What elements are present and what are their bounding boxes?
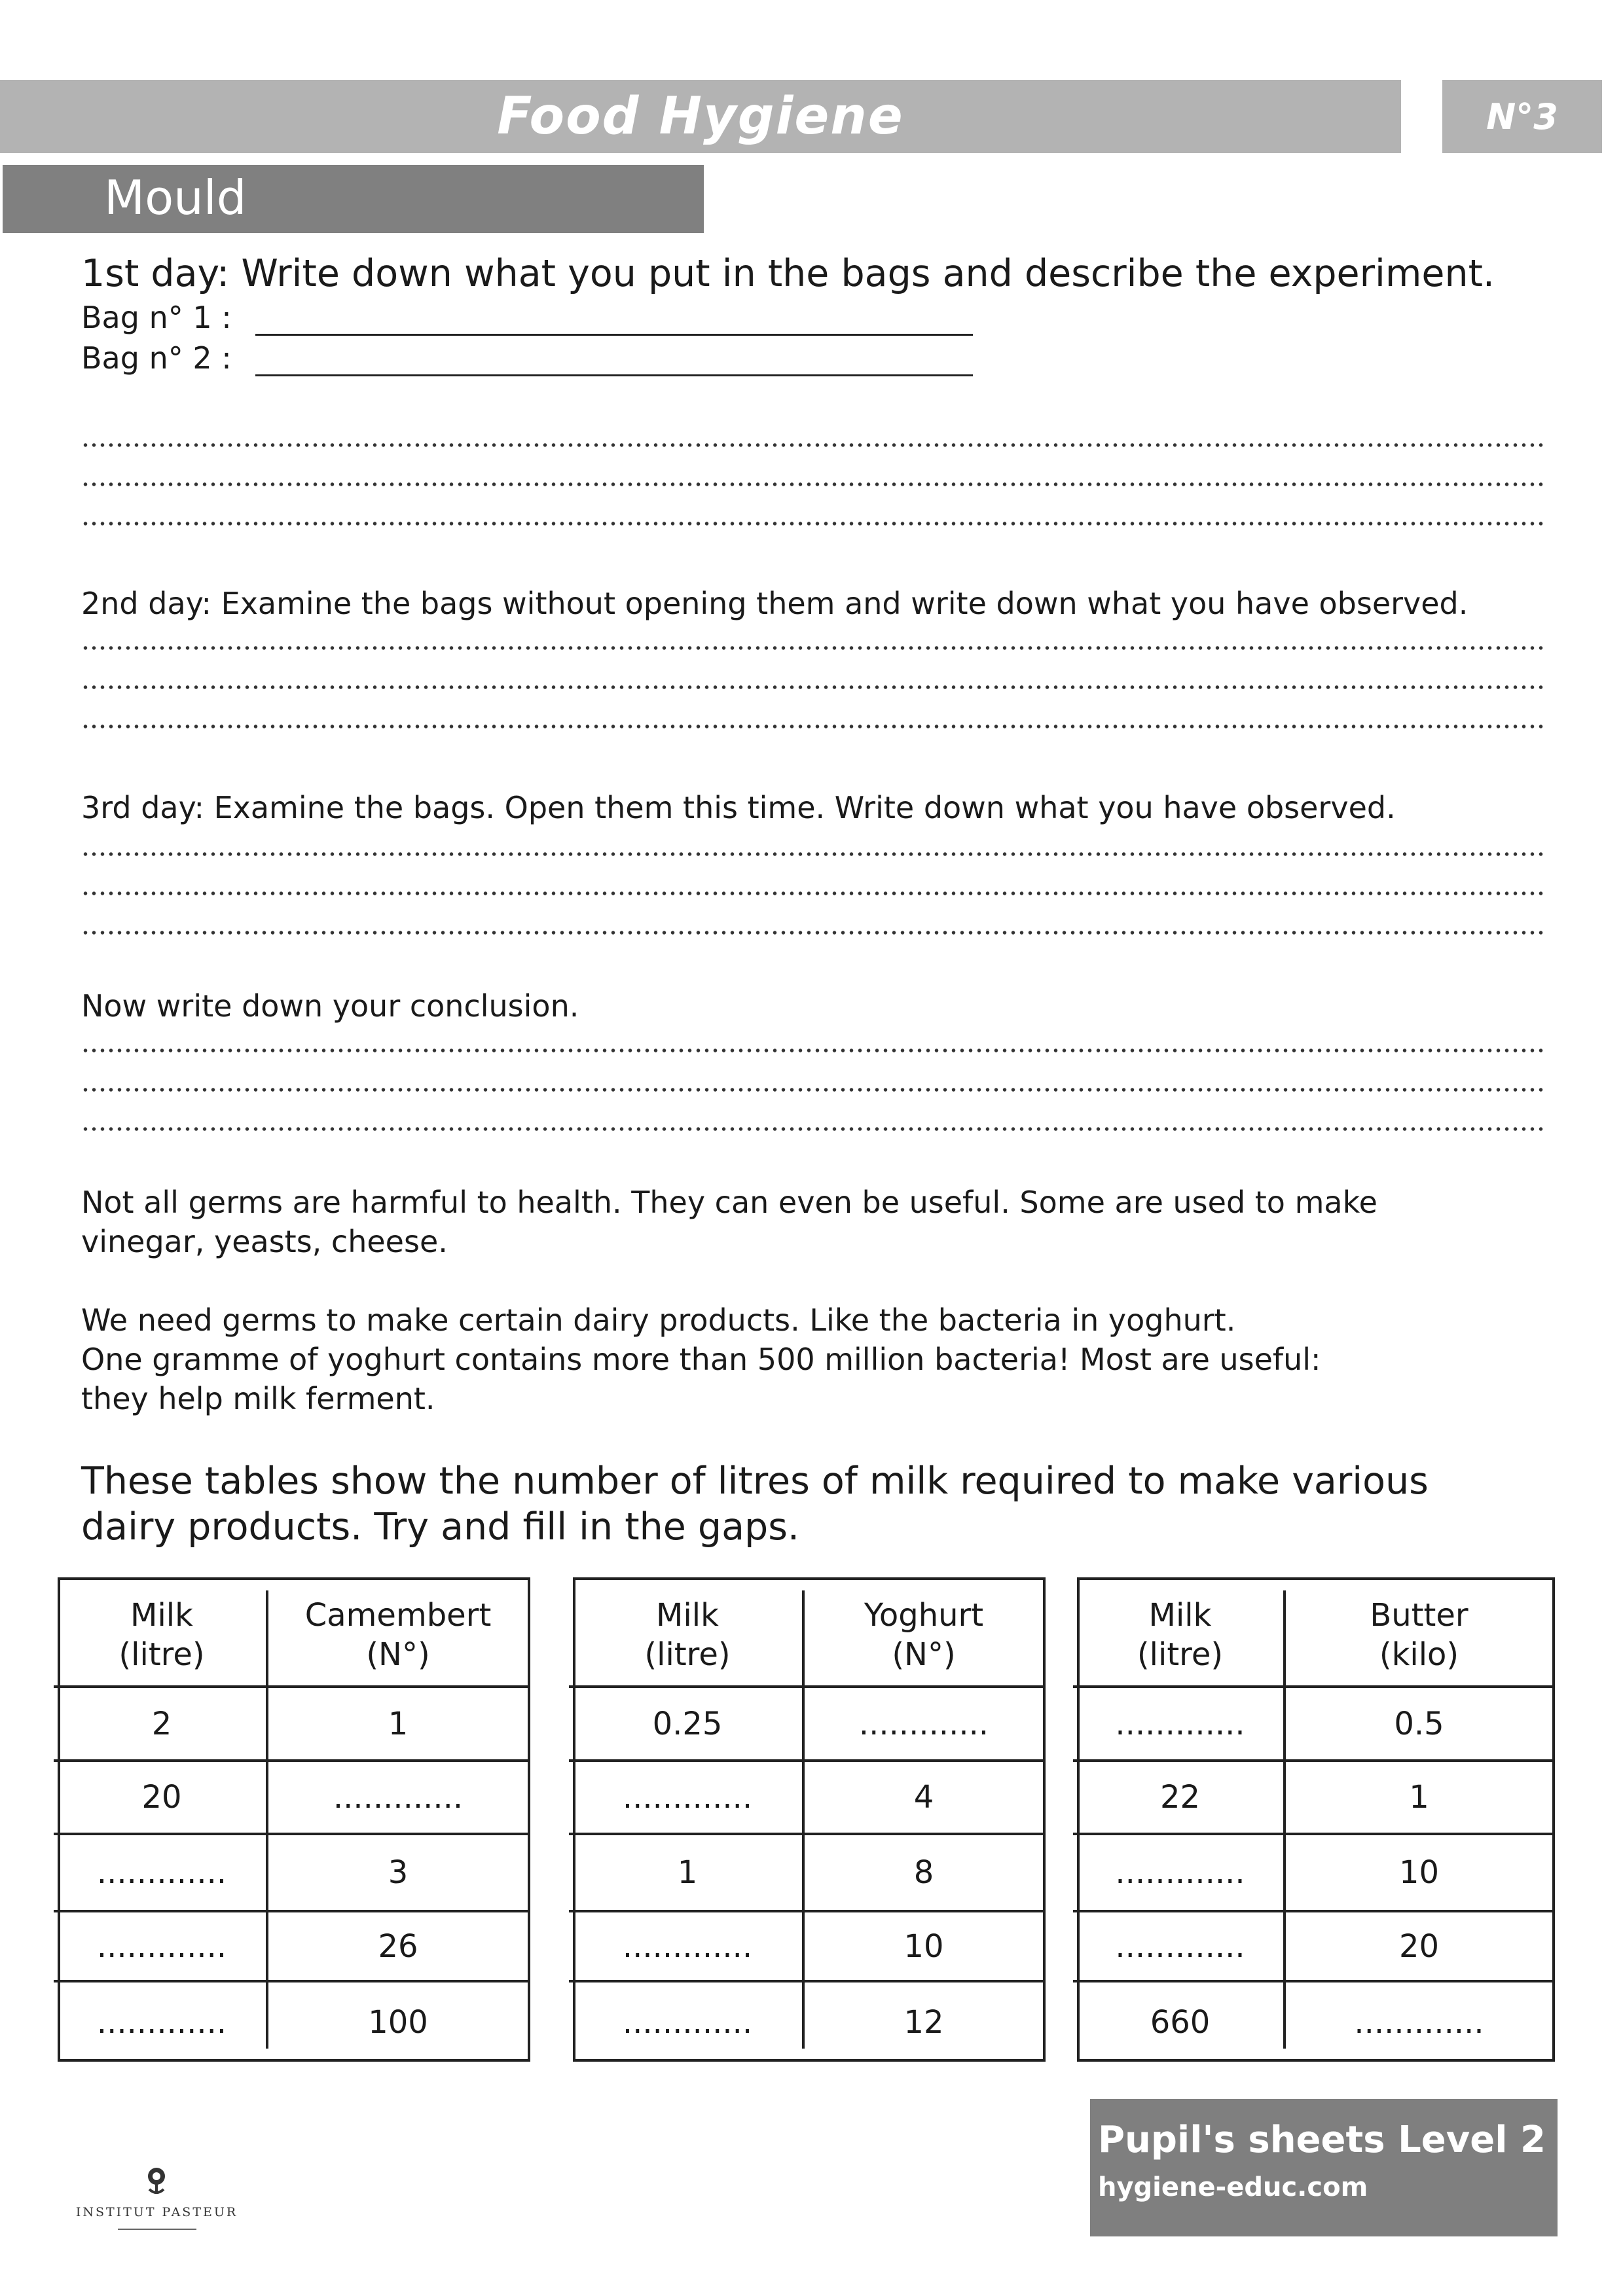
table-value-cell: 1: [677, 1854, 698, 1891]
day1-answer-line-2[interactable]: [81, 475, 1544, 494]
table-value-cell: 20: [141, 1779, 182, 1816]
row-divider: [569, 1980, 1046, 1982]
table-value-cell: 12: [903, 2003, 944, 2041]
header-unit: (kilo): [1379, 1636, 1459, 1673]
sheet-number-box: [1442, 80, 1602, 153]
section-bar: [3, 165, 704, 233]
header-label: Camembert: [304, 1597, 492, 1634]
table-header-cell: [1283, 1596, 1555, 1674]
header-label: Milk: [656, 1597, 719, 1634]
table-blank-cell[interactable]: .............: [622, 1928, 753, 1965]
info-paragraph-2-line-1: We need germs to make certain dairy products. Like the bacteria in yoghurt.: [81, 1302, 1236, 1338]
bag2-label: Bag n° 2 :: [81, 340, 232, 376]
row-divider: [54, 1980, 530, 1982]
conclusion-answer-line-3[interactable]: [81, 1119, 1544, 1139]
day2-instruction: 2nd day: Examine the bags without opening them and write down what you have observed.: [81, 586, 1468, 621]
table-blank-cell[interactable]: .............: [1115, 1928, 1245, 1965]
info-paragraph-1-line-2: vinegar, yeasts, cheese.: [81, 1224, 448, 1259]
day3-instruction: 3rd day: Examine the bags. Open them this time. Write down what you have observed.: [81, 790, 1396, 825]
info-paragraph-2-line-3: they help milk ferment.: [81, 1381, 435, 1416]
row-divider: [569, 1833, 1046, 1835]
table-value-cell: 26: [378, 1928, 418, 1965]
tables-intro-line-2: dairy products. Try and fill in the gaps.: [81, 1505, 800, 1549]
day3-answer-line-3[interactable]: [81, 923, 1544, 942]
table-blank-cell[interactable]: .............: [333, 1779, 464, 1816]
table-value-cell: 660: [1150, 2003, 1211, 2041]
header-label: Yoghurt: [864, 1597, 984, 1634]
logo-underline: [118, 2229, 196, 2230]
row-divider: [54, 1759, 530, 1762]
footer-site-link[interactable]: hygiene-educ.com: [1098, 2172, 1368, 2202]
pasteur-emblem-icon: [73, 2163, 240, 2202]
table-value-cell: 4: [913, 1779, 934, 1816]
table-value-cell: 10: [1398, 1854, 1440, 1891]
table-value-cell: 2: [151, 1705, 172, 1742]
table-header-cell: [802, 1596, 1046, 1674]
row-divider: [1073, 1980, 1555, 1982]
table-value-cell: 8: [913, 1854, 934, 1891]
row-divider: [1073, 1759, 1555, 1762]
table-blank-cell[interactable]: .............: [1115, 1854, 1245, 1891]
day2-answer-line-1[interactable]: [81, 638, 1544, 658]
conclusion-instruction: Now write down your conclusion.: [81, 988, 579, 1024]
table-value-cell: 22: [1159, 1779, 1201, 1816]
sheet-number: N°3: [1486, 96, 1558, 137]
header-label: Milk: [130, 1597, 193, 1634]
row-divider: [1073, 1833, 1555, 1835]
row-divider: [1073, 1910, 1555, 1912]
table-value-cell: 1: [1409, 1779, 1429, 1816]
table-header-cell: [266, 1596, 530, 1674]
day1-answer-line-1[interactable]: [81, 435, 1544, 455]
footer-level: Pupil's sheets Level 2: [1098, 2119, 1546, 2161]
tables-intro-line-1: These tables show the number of litres of milk required to make various: [81, 1460, 1429, 1503]
day2-answer-line-3[interactable]: [81, 717, 1544, 736]
day3-answer-line-1[interactable]: [81, 844, 1544, 864]
conclusion-answer-line-2[interactable]: [81, 1080, 1544, 1100]
table-value-cell: 0.25: [652, 1705, 723, 1742]
table-value-cell: 20: [1398, 1928, 1440, 1965]
row-divider: [569, 1910, 1046, 1912]
bag1-label: Bag n° 1 :: [81, 300, 232, 335]
table-blank-cell[interactable]: .............: [1354, 2003, 1484, 2041]
section-title: Mould: [104, 170, 247, 225]
header-unit: (litre): [119, 1636, 205, 1673]
day3-answer-line-2[interactable]: [81, 884, 1544, 903]
table-value-cell: 0.5: [1394, 1705, 1444, 1742]
table-header-cell: [1077, 1596, 1283, 1674]
institut-pasteur-logo: [73, 2163, 240, 2235]
day1-instruction: 1st day: Write down what you put in the bags and describe the experiment.: [81, 252, 1495, 295]
info-paragraph-2-line-2: One gramme of yoghurt contains more than 500 million bacteria! Most are useful:: [81, 1342, 1321, 1377]
row-divider: [54, 1685, 530, 1688]
row-divider: [569, 1759, 1046, 1762]
header-unit: (N°): [892, 1636, 956, 1673]
table-header-cell: [58, 1596, 266, 1674]
table-blank-cell[interactable]: .............: [96, 2003, 227, 2041]
header-unit: (litre): [644, 1636, 731, 1673]
row-divider: [1073, 1685, 1555, 1688]
table-value-cell: 100: [368, 2003, 428, 2041]
table-blank-cell[interactable]: .............: [96, 1854, 227, 1891]
day2-answer-line-2[interactable]: [81, 677, 1544, 697]
page-title: Food Hygiene: [497, 87, 904, 146]
table-blank-cell[interactable]: .............: [622, 1779, 753, 1816]
day1-answer-line-3[interactable]: [81, 514, 1544, 533]
table-blank-cell[interactable]: .............: [1115, 1705, 1245, 1742]
table-blank-cell[interactable]: .............: [96, 1928, 227, 1965]
footer-box: [1090, 2099, 1558, 2236]
bag2-answer-line[interactable]: [255, 374, 973, 376]
conclusion-answer-line-1[interactable]: [81, 1041, 1544, 1060]
table-blank-cell[interactable]: .............: [622, 2003, 753, 2041]
table-blank-cell[interactable]: .............: [858, 1705, 989, 1742]
table-value-cell: 3: [388, 1854, 409, 1891]
info-paragraph-1-line-1: Not all germs are harmful to health. They can even be useful. Some are used to make: [81, 1185, 1377, 1220]
header-unit: (litre): [1137, 1636, 1224, 1673]
row-divider: [54, 1910, 530, 1912]
bag1-answer-line[interactable]: [255, 334, 973, 336]
table-value-cell: 10: [903, 1928, 944, 1965]
row-divider: [54, 1833, 530, 1835]
row-divider: [569, 1685, 1046, 1688]
table-header-cell: [573, 1596, 802, 1674]
title-bar: [0, 80, 1401, 153]
header-label: Milk: [1148, 1597, 1212, 1634]
logo-text: INSTITUT PASTEUR: [75, 2205, 238, 2219]
header-label: Butter: [1370, 1597, 1468, 1634]
table-value-cell: 1: [388, 1705, 409, 1742]
header-unit: (N°): [366, 1636, 430, 1673]
